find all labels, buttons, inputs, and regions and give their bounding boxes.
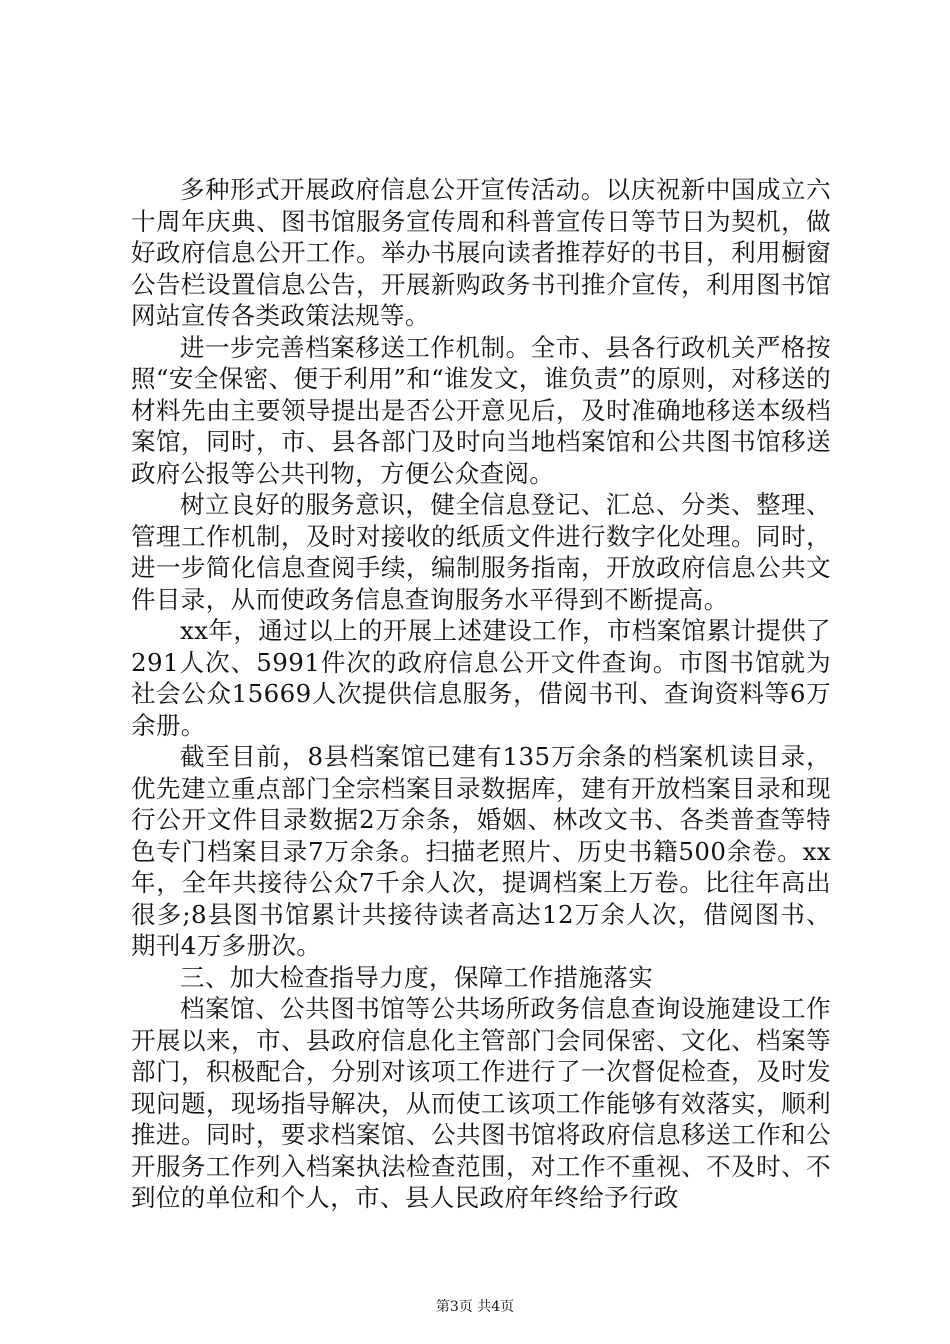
document-body xyxy=(131,174,831,1214)
page-number: 第3页 共4页 xyxy=(435,1299,515,1315)
paragraph-query-statistics: xx年，通过以上的开展上述建设工作，市档案馆累计提供了291人次、5991件次的政府信息公开文件查询。市图书馆就为社会公众15669人次提供信息服务，借阅书刊、查询资料等6万余册。 xyxy=(131,616,831,740)
paragraph-archive-transfer: 进一步完善档案移送工作机制。全市、县各行政机关严格按照“安全保密、便于利用”和“谁发文，谁负责”的原则，对移送的材料先由主要领导提出是否公开意见后，及时准确地移送本级档案馆，同时，市、县各部门及时向当地档案馆和公共图书馆移送政府公报等公共刊物，方便公众查阅。 xyxy=(131,332,831,488)
page-footer xyxy=(0,1298,950,1316)
paragraph-service-awareness: 树立良好的服务意识，健全信息登记、汇总、分类、整理、管理工作机制，及时对接收的纸质文件进行数字化处理。同时，进一步简化信息查阅手续，编制服务指南，开放政府信息公共文件目录，从而使政务信息查询服务水平得到不断提高。 xyxy=(131,490,831,614)
section-heading: 三、加大检查指导力度，保障工作措施落实 xyxy=(180,962,654,992)
paragraph-publicity: 多种形式开展政府信息公开宣传活动。以庆祝新中国成立六十周年庆典、图书馆服务宣传周和科普宣传日等节日为契机，做好政府信息公开工作。举办书展向读者推荐好的书目，利用橱窗公告栏设置信息公告，开展新购政务书刊推介宣传，利用图书馆网站宣传各类政策法规等。 xyxy=(131,175,831,330)
paragraph-county-archives: 截至目前，8县档案馆已建有135万余条的档案机读目录，优先建立重点部门全宗档案目录数据库，建有开放档案目录和现行公开文件目录数据2万余条，婚姻、林改文书、各类普查等特色专门档案目录7万余条。扫描老照片、历史书籍500余卷。xx年，全年共接待公众7千余人次，提调档案上万卷。比往年高出很多;8县图书馆累计共接待读者高达12万余人次，借阅图书、期刊4万多册次。 xyxy=(131,742,831,960)
paragraph-inspection: 档案馆、公共图书馆等公共场所政务信息查询设施建设工作开展以来，市、县政府信息化主管部门会同保密、文化、档案等部门，积极配合，分别对该项工作进行了一次督促检查，及时发现问题，现场指导解决，从而使工该项工作能够有效落实，顺利推进。同时，要求档案馆、公共图书馆将政府信息移送工作和公开服务工作列入档案执法检查范围，对工作不重视、不及时、不到位的单位和个人，市、县人民政府年终给予行政 xyxy=(131,994,831,1212)
